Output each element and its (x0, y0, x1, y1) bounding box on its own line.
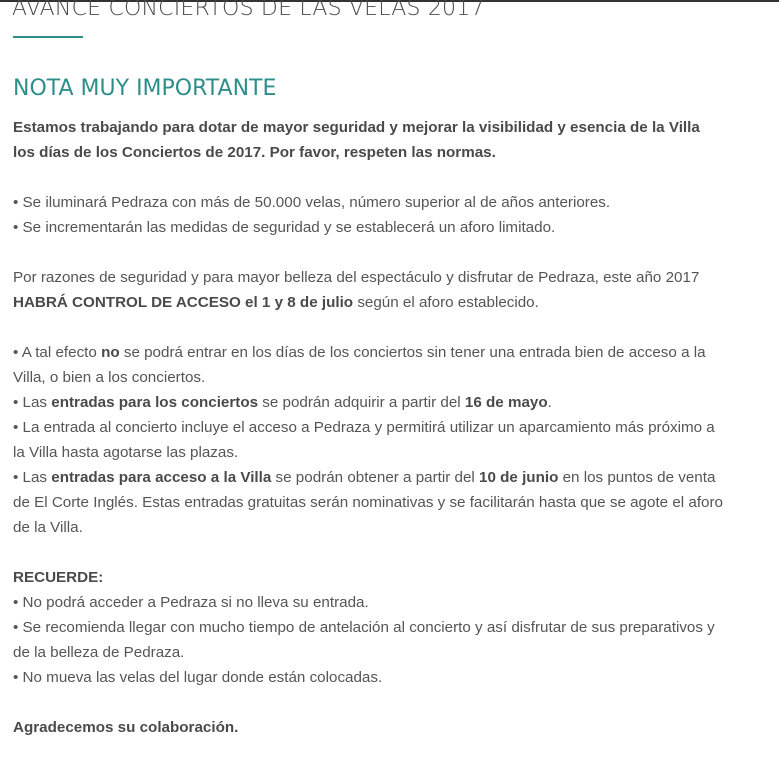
list-item: • Se iluminará Pedraza con más de 50.000 velas, número superior al de años anteriores. (13, 194, 611, 211)
list-item-text: • A tal efecto (13, 344, 102, 361)
recuerde-section (13, 565, 773, 690)
list-item-bold: no (101, 344, 120, 361)
list-item-text: de la Villa. (13, 519, 83, 536)
access-line-2-rest: según el aforo establecido. (353, 294, 539, 311)
list-item-text: . (547, 394, 552, 411)
list-item-bold: entradas para acceso a la Villa (51, 469, 272, 486)
list-item-text: • Las (13, 469, 52, 486)
list-item-bold: 10 de junio (479, 469, 559, 486)
list-item: • Se incrementarán las medidas de seguridad y se establecerá un aforo limitado. (13, 219, 556, 236)
closing (13, 715, 773, 740)
list-item-text: la Villa hasta agotarse las plazas. (13, 444, 239, 461)
list-item: • No mueva las velas del lugar donde están colocadas. (13, 669, 383, 686)
intro-line-1: Estamos trabajando para dotar de mayor seguridad y mejorar la visibilidad y esencia de la Villa (13, 119, 700, 136)
access-line-1: Por razones de seguridad y para mayor belleza del espectáculo y disfrutar de Pedraza, este año 2017 (13, 269, 700, 286)
list-item-text: en los puntos de venta (558, 469, 716, 486)
article-body (13, 115, 773, 740)
list-item: de la belleza de Pedraza. (13, 644, 185, 661)
access-paragraph (13, 265, 773, 315)
list-item-bold: entradas para los conciertos (51, 394, 259, 411)
list-item: • No podrá acceder a Pedraza si no lleva su entrada. (13, 594, 369, 611)
list-item-text: • Las (13, 394, 52, 411)
bullet-list-1 (13, 190, 773, 240)
section-title: NOTA MUY IMPORTANTE (13, 76, 277, 101)
page-title: AVANCE CONCIERTOS DE LAS VELAS 2017 (12, 0, 485, 21)
intro-line-2: los días de los Conciertos de 2017. Por favor, respeten las normas. (13, 144, 496, 161)
recuerde-heading: RECUERDE: (13, 569, 104, 586)
list-item-text: se podrá entrar en los días de los conciertos sin tener una entrada bien de acceso a la (119, 344, 706, 361)
list-item-text: se podrán obtener a partir del (271, 469, 480, 486)
access-control-bold: HABRÁ CONTROL DE ACCESO el 1 y 8 de julio (13, 294, 354, 311)
list-item-bold: 16 de mayo (464, 394, 548, 411)
list-item-text: de El Corte Inglés. Estas entradas gratuitas serán nominativas y se facilitarán hasta que se agote el aforo (13, 494, 723, 511)
list-item: • Se recomienda llegar con mucho tiempo de antelación al concierto y así disfrutar de sus preparativos y (13, 619, 715, 636)
list-item-text: Villa, o bien a los conciertos. (13, 369, 206, 386)
bullet-list-2 (13, 340, 773, 540)
list-item-text: se podrán adquirir a partir del (258, 394, 465, 411)
intro-paragraph (13, 115, 773, 165)
title-underline (13, 36, 83, 38)
list-item-text: • La entrada al concierto incluye el acceso a Pedraza y permitirá utilizar un aparcamiento más próximo a (13, 419, 715, 436)
closing-text: Agradecemos su colaboración. (13, 719, 239, 736)
